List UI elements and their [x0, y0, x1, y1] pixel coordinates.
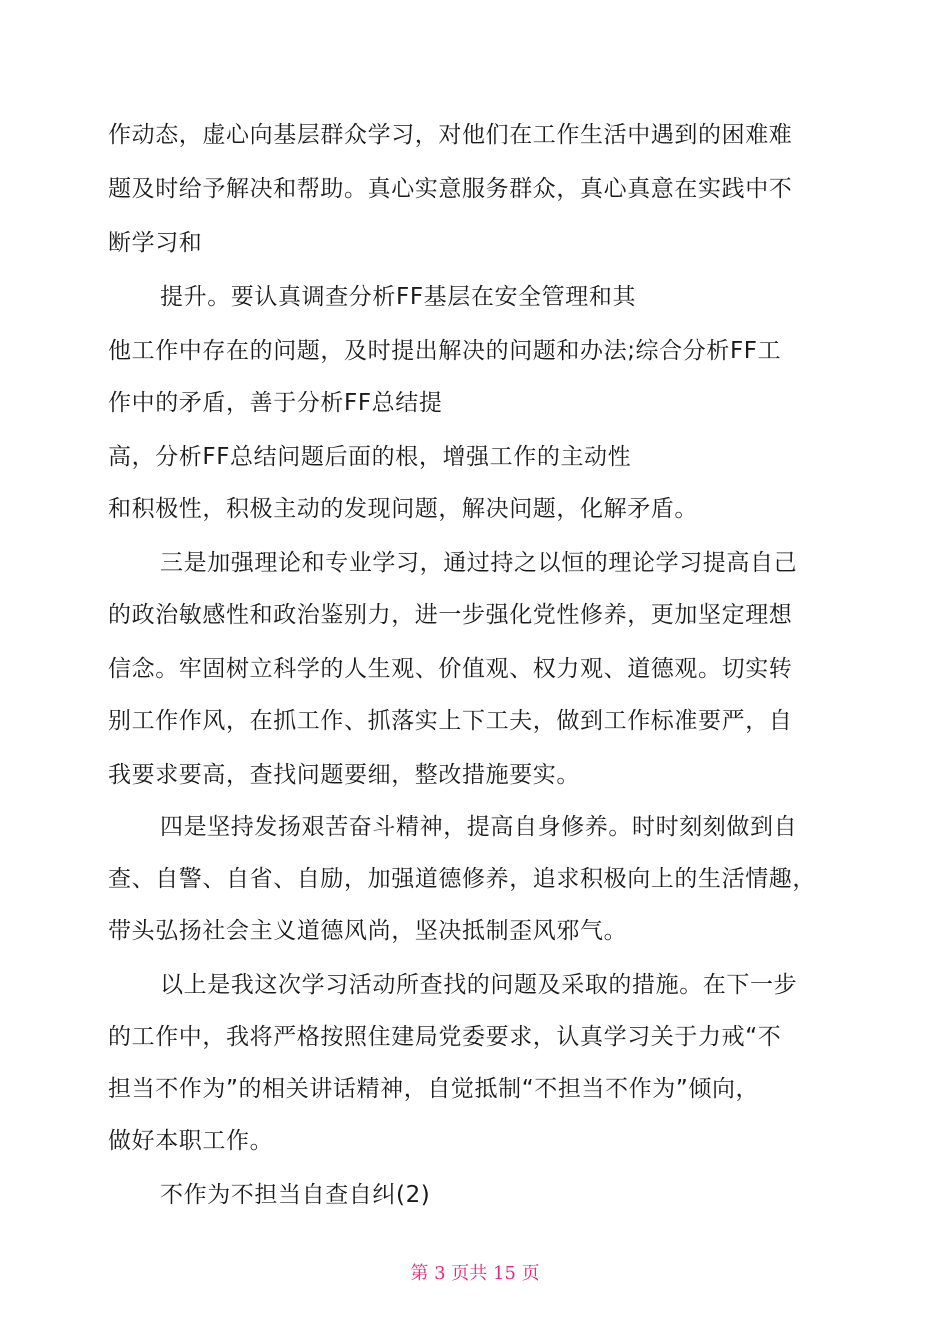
page-number-footer: 第 3 页共 15 页 [410, 1263, 540, 1284]
body-line: 作动态，虚心向基层群众学习，对他们在工作生活中遇到的困难难 [108, 122, 793, 148]
body-line: 的工作中，我将严格按照住建局党委要求，认真学习关于力戒“不 [108, 1024, 782, 1050]
paragraph-start-line: 三是加强理论和专业学习，通过持之以恒的理论学习提高自己 [160, 550, 798, 576]
body-line: 做好本职工作。 [108, 1128, 274, 1154]
body-line: 题及时给予解决和帮助。真心实意服务群众，真心真意在实践中不 [108, 176, 793, 202]
body-line: 断学习和 [108, 230, 203, 256]
body-line: 高，分析FF总结问题后面的根，增强工作的主动性 [108, 444, 632, 470]
body-line: 他工作中存在的问题，及时提出解决的问题和办法;综合分析FF工 [108, 338, 782, 364]
section-heading: 不作为不担当自查自纠(2) [160, 1182, 431, 1208]
body-line: 我要求要高，查找问题要细，整改措施要实。 [108, 762, 580, 788]
paragraph-start-line: 以上是我这次学习活动所查找的问题及采取的措施。在下一步 [160, 972, 798, 998]
body-line: 带头弘扬社会主义道德风尚，坚决抵制歪风邪气。 [108, 918, 628, 944]
body-line: 信念。牢固树立科学的人生观、价值观、权力观、道德观。切实转 [108, 656, 793, 682]
body-line: 作中的矛盾，善于分析FF总结提 [108, 390, 443, 416]
body-line: 别工作作风，在抓工作、抓落实上下工夫，做到工作标准要严，自 [108, 708, 793, 734]
body-line: 担当不作为”的相关讲话精神，自觉抵制“不担当不作为”倾向， [108, 1076, 760, 1102]
paragraph-start-line: 四是坚持发扬艰苦奋斗精神，提高自身修养。时时刻刻做到自 [160, 814, 798, 840]
body-line: 提升。要认真调查分析FF基层在安全管理和其 [160, 284, 637, 310]
body-line: 和积极性，积极主动的发现问题，解决问题，化解矛盾。 [108, 496, 698, 522]
body-line: 的政治敏感性和政治鉴别力，进一步强化党性修养，更加坚定理想 [108, 602, 793, 628]
body-line: 查、自警、自省、自励，加强道德修养，追求积极向上的生活情趣， [108, 866, 816, 892]
